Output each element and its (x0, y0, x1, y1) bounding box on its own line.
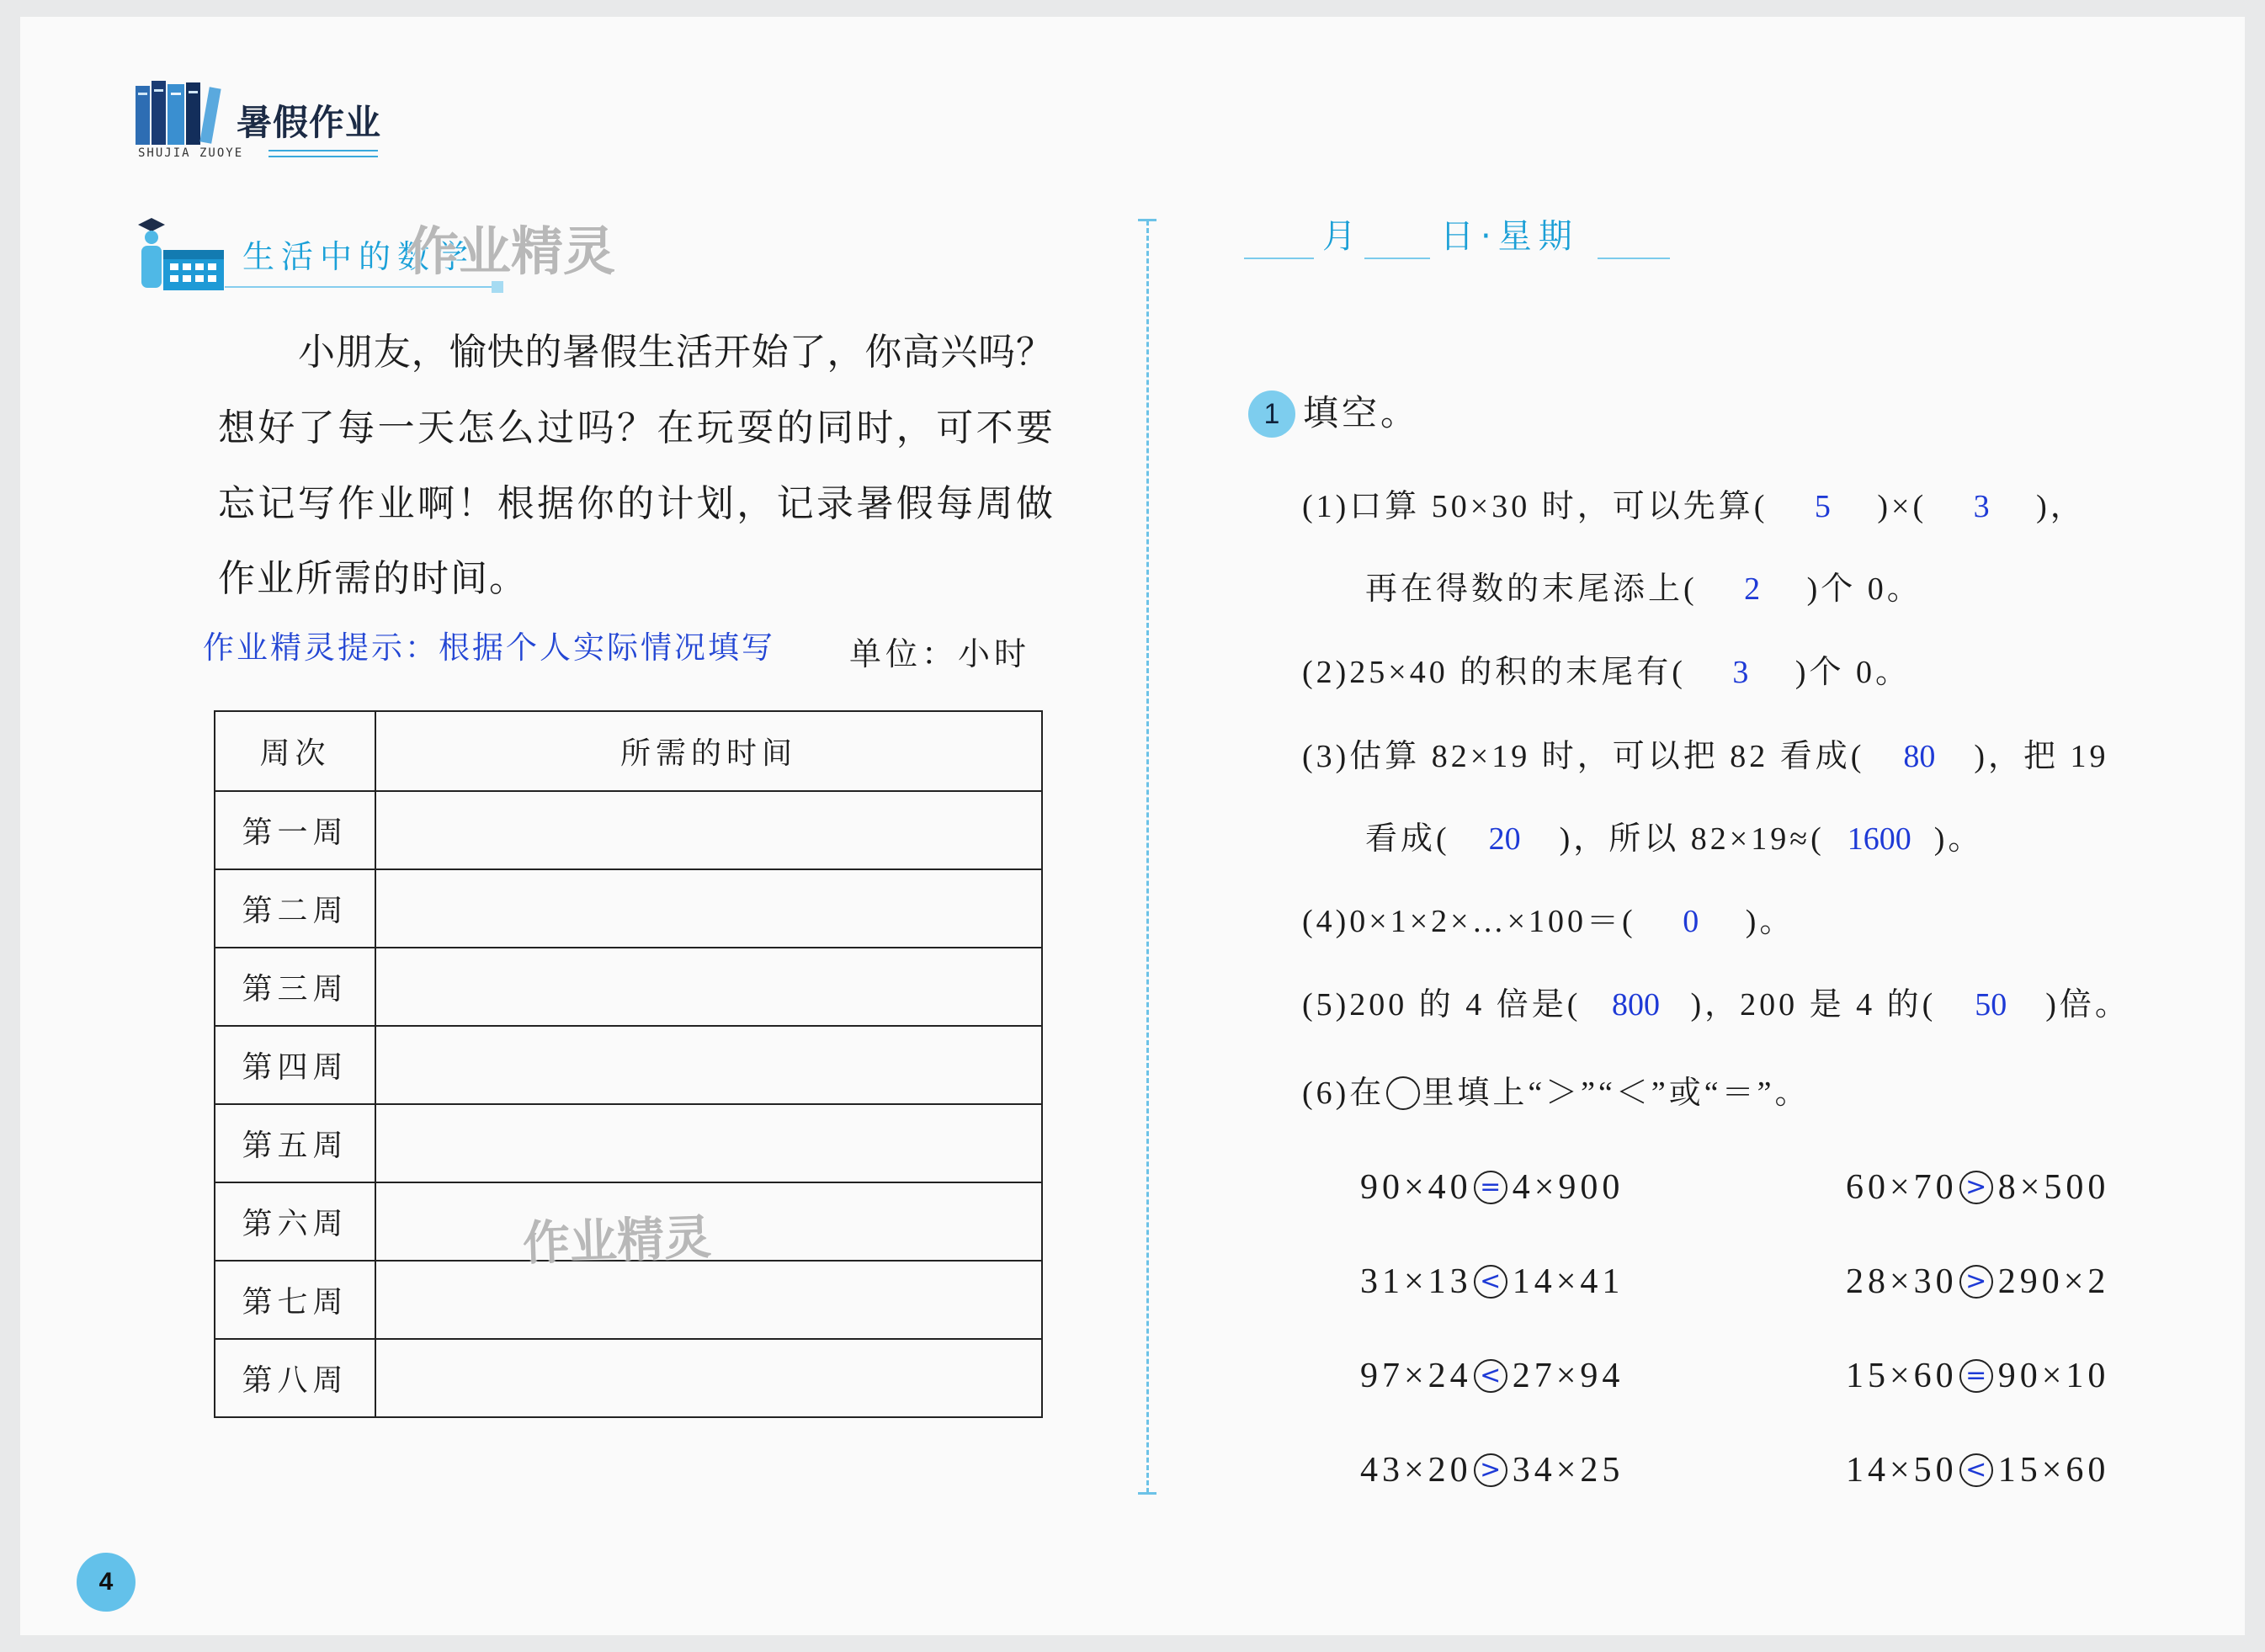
question-line (1302, 481, 2086, 532)
comparison-left: 14×50 (1846, 1451, 1958, 1490)
divider-bottom-tick (1138, 1492, 1156, 1495)
section-title: 生活中的数学 (242, 238, 476, 275)
question-text: )， (2036, 489, 2086, 524)
comparison-left: 97×24 (1360, 1357, 1472, 1395)
answer-blank: 800 (1611, 987, 1660, 1023)
item6-prefix: (6)在 (1302, 1076, 1385, 1111)
section-title-rule (225, 286, 492, 288)
date-month-label: 月 (1322, 217, 1363, 256)
question-line (1302, 731, 2109, 782)
question-line (1302, 980, 2130, 1030)
unit-label: 单位：小时 (849, 637, 1031, 672)
question-text: 再在得数的末尾添上( (1365, 571, 1698, 607)
table-row (215, 1261, 1042, 1339)
table-row (215, 1026, 1042, 1104)
question-line (1365, 564, 1922, 614)
hint-text: 作业精灵提示：根据个人实际情况填写 (203, 631, 775, 666)
comparison-item (1846, 1256, 2109, 1307)
question-text: )。 (1933, 821, 1984, 857)
table-row (215, 791, 1042, 869)
intro-paragraph-line: 小朋友，愉快的暑假生活开始了，你高兴吗？ (298, 332, 1053, 373)
table-cell-time (375, 869, 1042, 948)
answer-blank: 3 (1973, 489, 1990, 524)
answer-blank: 0 (1683, 904, 1699, 939)
table-cell-time (375, 1339, 1042, 1417)
comparison-left: 28×30 (1846, 1262, 1958, 1301)
answer-blank: 50 (1975, 987, 2007, 1023)
comparison-right: 14×41 (1512, 1262, 1624, 1301)
table-cell-week: 第七周 (215, 1261, 375, 1339)
weekly-time-table (214, 710, 1043, 1418)
comparison-right: 4×900 (1512, 1168, 1624, 1207)
question-text: )，所以 82×19≈( (1559, 821, 1825, 857)
question-text: )×( (1877, 489, 1927, 524)
table-cell-time (375, 1026, 1042, 1104)
comparison-left: 60×70 (1846, 1168, 1958, 1207)
comparison-item (1846, 1445, 2109, 1495)
comparison-sign: = (1959, 1359, 1993, 1393)
day-blank (1364, 258, 1430, 259)
comparison-sign: > (1474, 1453, 1507, 1487)
question-line (1365, 814, 1983, 864)
intro-paragraph-line: 忘记写作业啊！根据你的计划，记录暑假每周做 (218, 483, 1053, 524)
table-watermark: 作业精灵 (521, 1210, 713, 1272)
question-line (1302, 896, 1794, 947)
comparison-item (1846, 1351, 2109, 1401)
answer-blank: 20 (1488, 821, 1521, 857)
question-title: 填空。 (1303, 395, 1420, 433)
table-cell-week: 第四周 (215, 1026, 375, 1104)
table-cell-week: 第八周 (215, 1339, 375, 1417)
books-icon (134, 81, 225, 146)
question-text: (5)200 的 4 倍是( (1302, 987, 1582, 1023)
answer-blank: 2 (1744, 571, 1761, 607)
weekday-blank (1598, 258, 1670, 259)
comparison-item (1360, 1256, 1624, 1307)
logo (134, 81, 386, 161)
table-cell-week: 第三周 (215, 948, 375, 1026)
table-header-week: 周次 (215, 711, 375, 791)
logo-subtitle: SHUJIA ZUOYE (138, 146, 244, 160)
question-text: )。 (1745, 904, 1795, 939)
comparison-sign: < (1474, 1359, 1507, 1393)
comparison-right: 34×25 (1512, 1451, 1624, 1490)
question-text: (1)口算 50×30 时，可以先算( (1302, 489, 1768, 524)
comparison-sign: < (1959, 1453, 1993, 1487)
student-calendar-icon (135, 215, 227, 292)
table-row (215, 948, 1042, 1026)
comparison-sign: > (1959, 1171, 1993, 1204)
logo-underline (269, 150, 378, 157)
comparison-sign: < (1474, 1265, 1507, 1299)
comparison-item (1360, 1445, 1624, 1495)
comparison-right: 90×10 (1997, 1357, 2110, 1395)
comparison-left: 43×20 (1360, 1451, 1472, 1490)
question-line (1302, 647, 1911, 698)
table-header-row (215, 711, 1042, 791)
answer-blank: 5 (1814, 489, 1831, 524)
question-text: )倍。 (2045, 987, 2130, 1023)
comparison-sign: > (1959, 1265, 1993, 1299)
comparison-right: 15×60 (1997, 1451, 2110, 1490)
comparison-right: 8×500 (1997, 1168, 2110, 1207)
comparison-sign: = (1474, 1171, 1507, 1204)
table-cell-time (375, 791, 1042, 869)
comparison-item (1360, 1162, 1624, 1213)
table-cell-time (375, 1261, 1042, 1339)
section-title-square (492, 281, 503, 293)
table-header-time: 所需的时间 (375, 711, 1042, 791)
comparison-left: 90×40 (1360, 1168, 1472, 1207)
question-text: (4)0×1×2×…×100＝( (1302, 904, 1636, 939)
question-text: (3)估算 82×19 时，可以把 82 看成( (1302, 739, 1865, 774)
table-cell-time (375, 948, 1042, 1026)
month-blank (1244, 258, 1314, 259)
question-text: )，把 19 (1974, 739, 2109, 774)
answer-blank: 1600 (1847, 821, 1911, 857)
table-row (215, 1104, 1042, 1182)
intro-paragraph-line: 作业所需的时间。 (218, 558, 528, 599)
table-cell-time (375, 1104, 1042, 1182)
table-cell-week: 第二周 (215, 869, 375, 948)
comparison-left: 15×60 (1846, 1357, 1958, 1395)
question-text: )个 0。 (1806, 571, 1922, 607)
question-line-6 (1302, 1068, 1810, 1118)
question-text: )个 0。 (1794, 655, 1911, 690)
comparison-right: 290×2 (1997, 1262, 2110, 1301)
comparison-right: 27×94 (1512, 1357, 1624, 1395)
page-divider (1146, 220, 1149, 1493)
comparison-left: 31×13 (1360, 1262, 1472, 1301)
question-text: 看成( (1365, 821, 1450, 857)
table-cell-week: 第五周 (215, 1104, 375, 1182)
circle-icon (1386, 1076, 1420, 1110)
watermark: 作业精灵 (407, 220, 616, 282)
answer-blank: 80 (1903, 739, 1936, 774)
page-number: 4 (77, 1553, 136, 1612)
answer-blank: 3 (1732, 655, 1749, 690)
table-row (215, 869, 1042, 948)
table-cell-week: 第一周 (215, 791, 375, 869)
question-text: (2)25×40 的积的末尾有( (1302, 655, 1686, 690)
table-cell-week: 第六周 (215, 1182, 375, 1261)
comparison-item (1846, 1162, 2109, 1213)
item6-suffix: 里填上“＞”“＜”或“＝”。 (1422, 1076, 1810, 1111)
divider-top-tick (1138, 219, 1156, 221)
date-day-weekday-label: 日·星期 (1440, 217, 1579, 256)
comparison-item (1360, 1351, 1624, 1401)
intro-paragraph-line: 想好了每一天怎么过吗？在玩耍的同时，可不要 (218, 407, 1053, 449)
question-text: )，200 是 4 的( (1690, 987, 1937, 1023)
table-row (215, 1339, 1042, 1417)
question-number-badge: 1 (1248, 390, 1295, 438)
logo-title: 暑假作业 (237, 102, 382, 143)
